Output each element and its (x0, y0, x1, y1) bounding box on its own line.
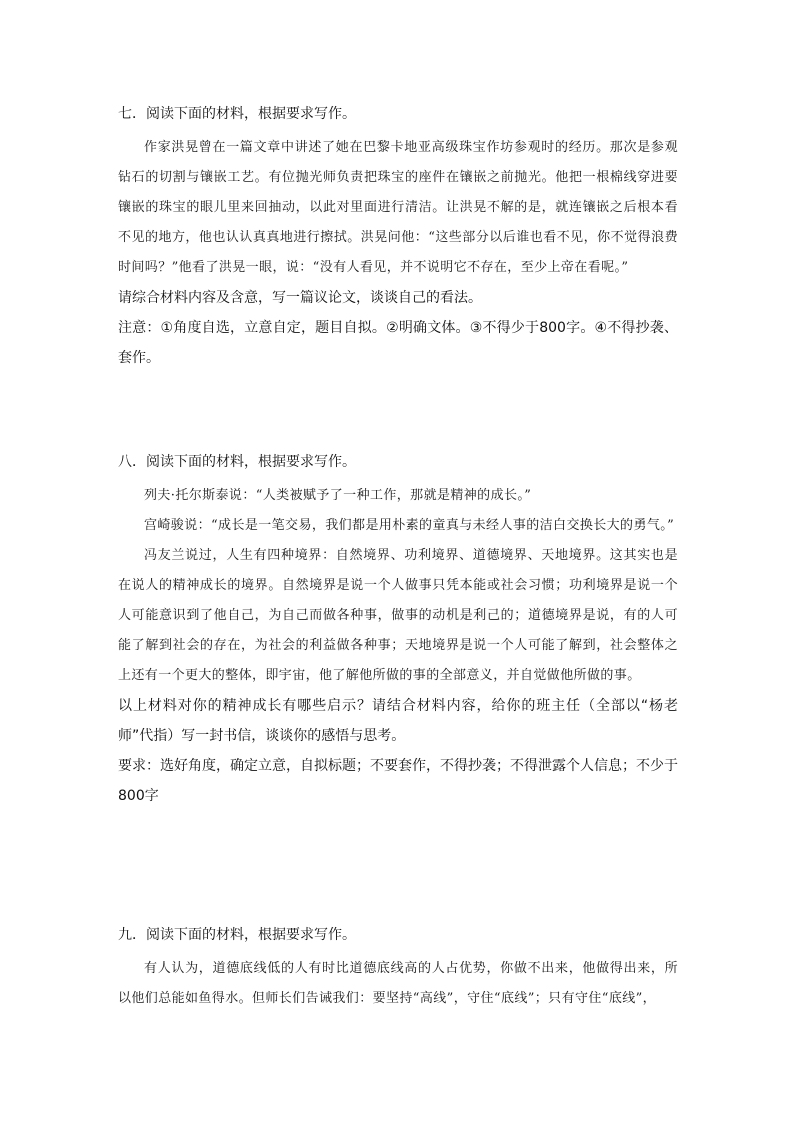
material-paragraph: 宫崎骏说：“成长是一笔交易，我们都是用朴素的童真与未经人事的洁白交换长大的勇气。” (144, 518, 675, 533)
question-heading: 七．阅读下面的材料，根据要求写作。 (118, 106, 356, 122)
writing-instruction: 请综合材料内容及含意，写一篇议论文，谈谈自己的看法。 (118, 290, 482, 306)
writing-instruction: 以上材料对你的精神成长有哪些启示？请结合材料内容，给你的班主任（全部以“杨老师”代指）写一封书信，谈谈你的感悟与思考。 (118, 698, 678, 744)
material-paragraph: 冯友兰说过，人生有四种境界：自然境界、功利境界、道德境界、天地境界。这其实也是在说人的精神成长的境界。自然境界是说一个人做事只凭本能或社会习惯；功利境界是说一个人可能意识到了他自己，为自己而做各种事，做事的动机是利己的；道德境界是说，有的人可能了解到社会的存在，为社会的利益做各种事；天地境界是说一个人可能了解到，社会整体之上还有一个更大的整体，即宇宙，他了解他所做的事的全部意义，并自觉做他所做的事。 (118, 548, 678, 683)
material-paragraph: 列夫·托尔斯泰说：“人类被赋予了一种工作，那就是精神的成长。” (144, 488, 532, 503)
question-heading: 九．阅读下面的材料，根据要求写作。 (118, 927, 356, 943)
question-heading: 八．阅读下面的材料，根据要求写作。 (118, 454, 356, 470)
material-paragraph: 作家洪晃曾在一篇文章中讲述了她在巴黎卡地亚高级珠宝作坊参观时的经历。那次是参观钻石的切割与镶嵌工艺。有位抛光师负责把珠宝的座件在镶嵌之前抛光。他把一根棉线穿进要镶嵌的珠宝的眼儿里来回抽动，以此对里面进行清洁。让洪晃不解的是，就连镶嵌之后根本看不见的地方，他也认认真真地进行擦拭。洪晃问他：“这些部分以后谁也看不见，你不觉得浪费时间吗？”他看了洪晃一眼，说：“没有人看见，并不说明它不存在，至少上帝在看呢。” (118, 140, 678, 275)
essay-question-9 (118, 924, 678, 1014)
essay-question-7 (118, 103, 678, 373)
writing-requirements: 要求：选好角度，确定立意，自拟标题；不要套作，不得抄袭；不得泄露个人信息；不少于800字 (118, 758, 678, 804)
essay-question-8 (118, 451, 678, 811)
writing-requirements: 注意：①角度自选，立意自定，题目自拟。②明确文体。③不得少于800字。④不得抄袭、套作。 (118, 320, 678, 366)
material-paragraph: 有人认为，道德底线低的人有时比道德底线高的人占优势，你做不出来，他做得出来，所以他们总能如鱼得水。但师长们告诫我们：要坚持“高线”，守住“底线”；只有守住“底线”， (118, 961, 678, 1006)
